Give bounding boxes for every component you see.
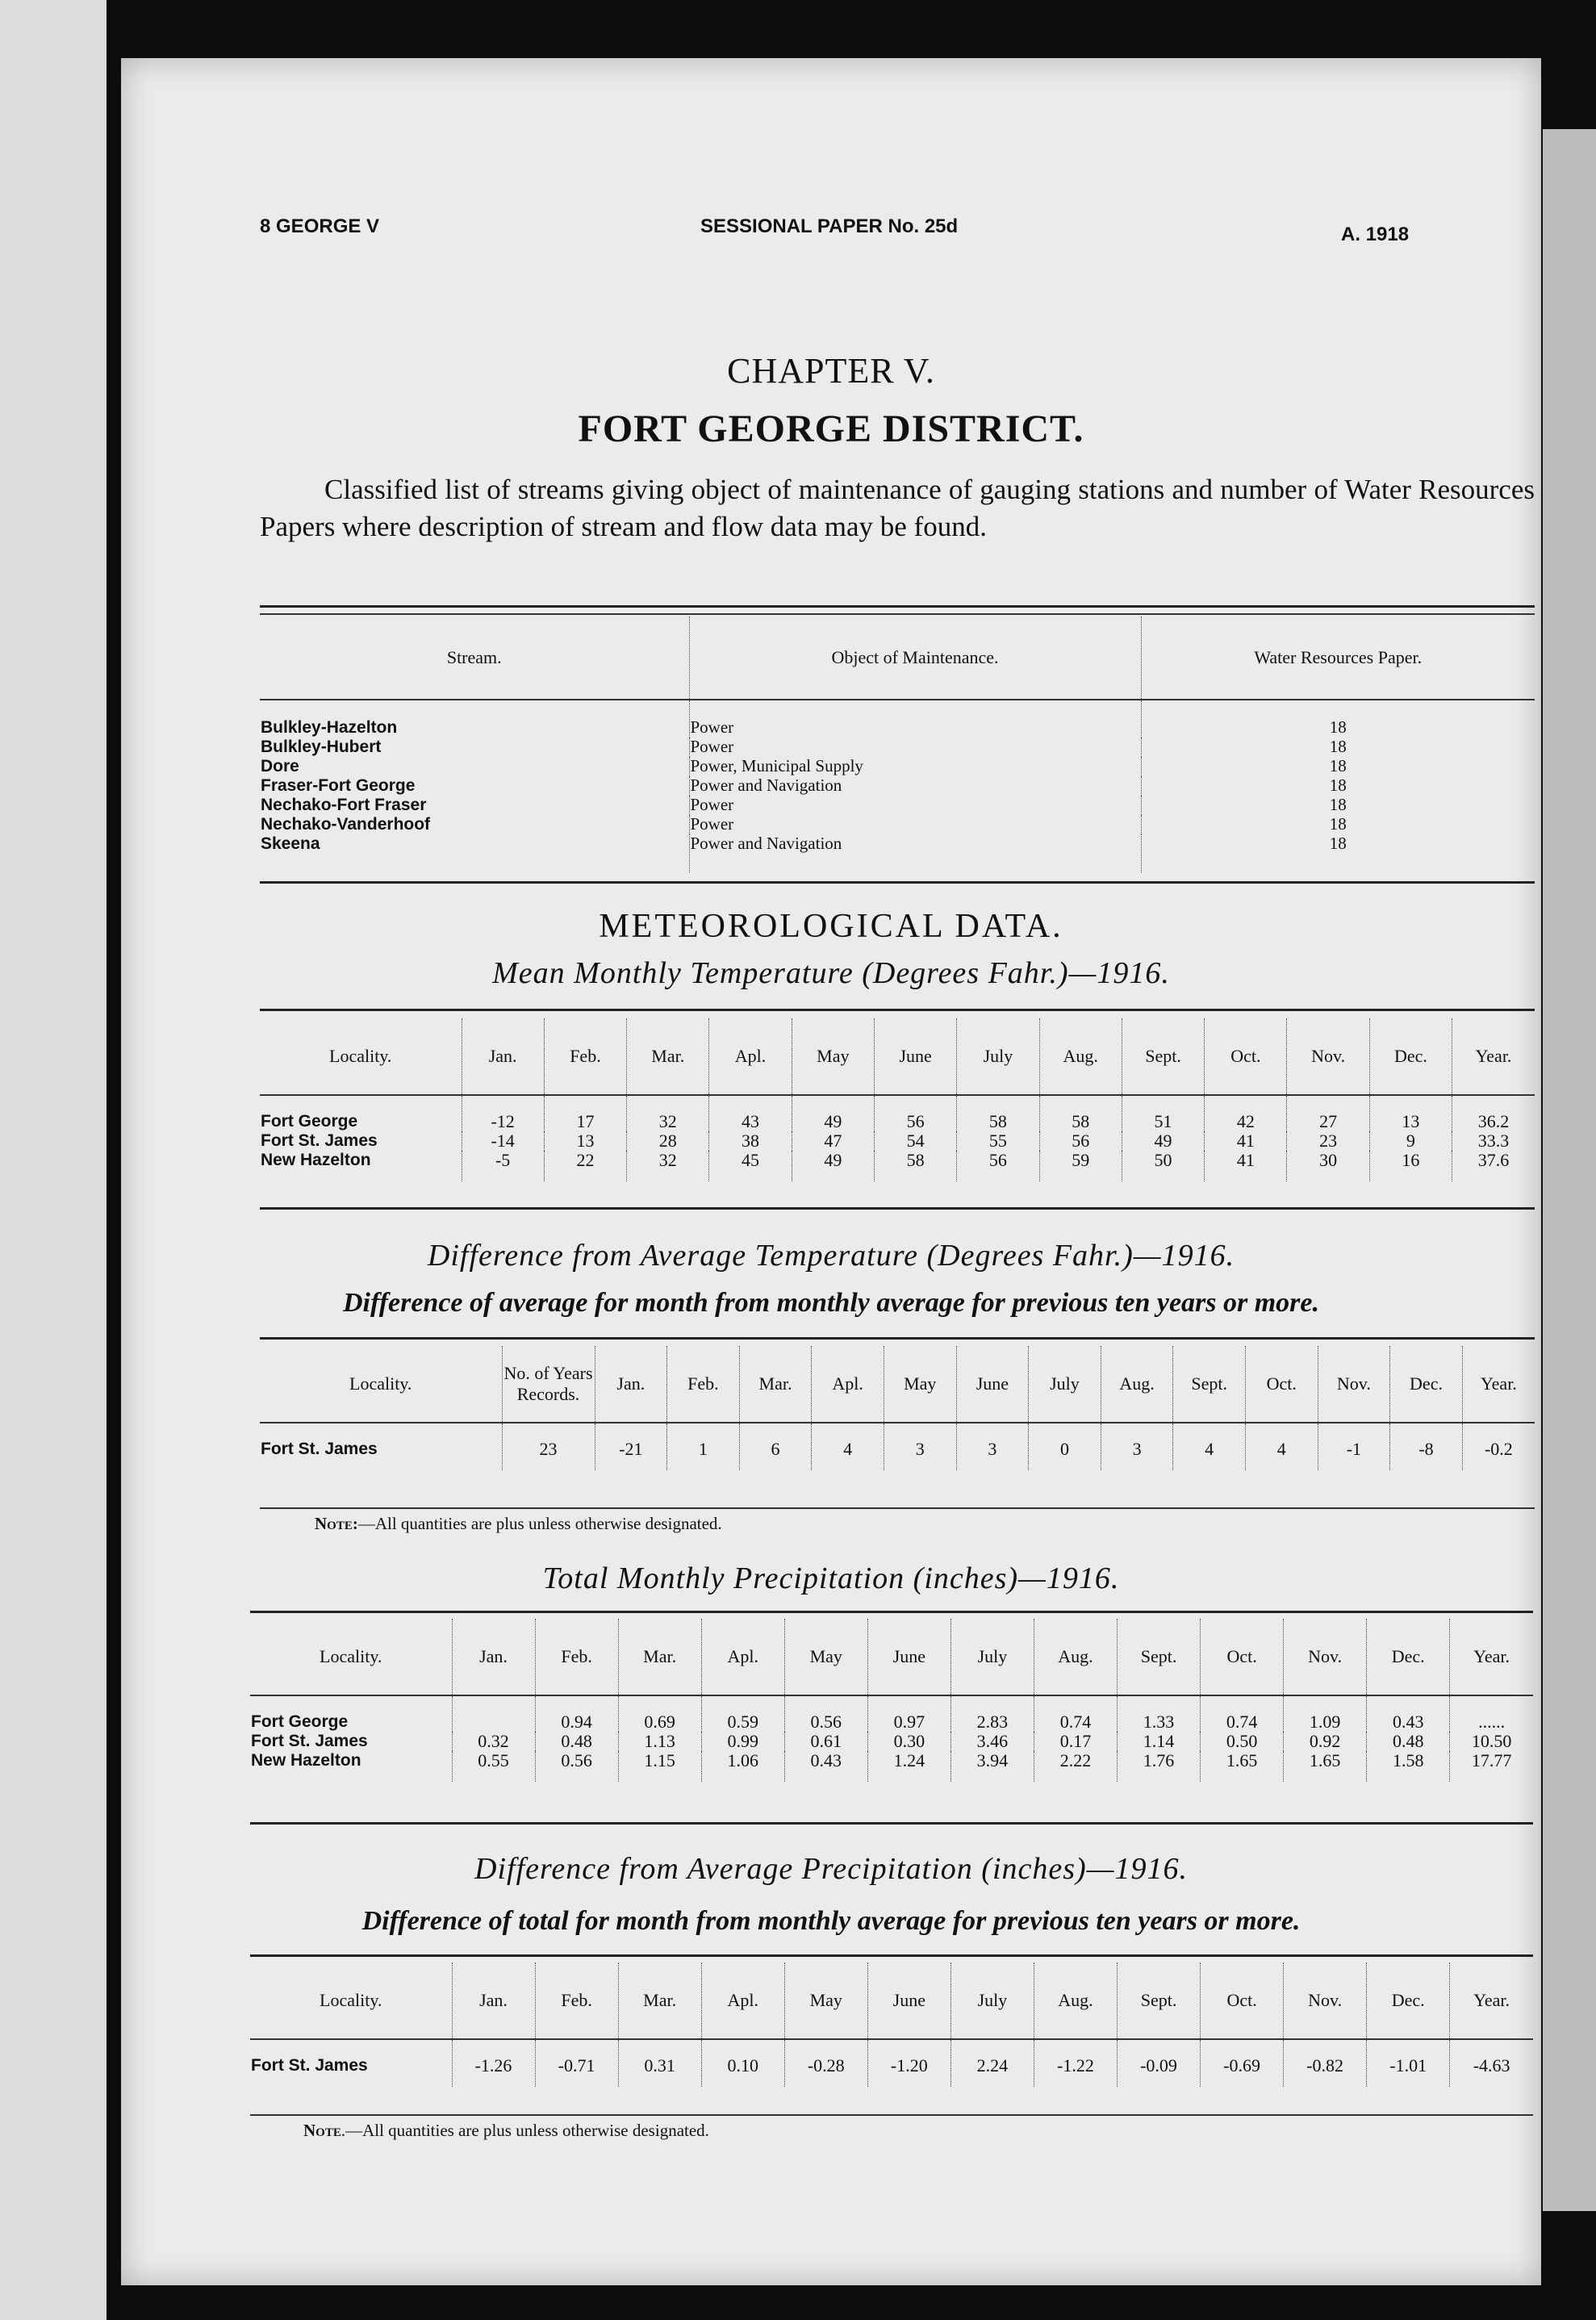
chapter-title: CHAPTER V. [727,351,935,391]
paper-number: 18 [1141,834,1535,872]
value-cell: 55 [957,1131,1039,1151]
rule [260,605,1535,608]
diff-precip-table [250,1963,1533,2087]
value-cell: 28 [627,1131,709,1151]
mean-temp-title: Mean Monthly Temperature (Degrees Fahr.)—1916. [492,956,1170,990]
maintenance-object: Power [689,796,1141,815]
value-cell: 0.69 [618,1695,701,1732]
column-header: Jan. [462,1018,544,1095]
value-cell: -0.82 [1284,2039,1367,2087]
value-cell: -1.01 [1367,2039,1450,2087]
header-row [260,1018,1535,1095]
value-cell: 51 [1122,1095,1204,1131]
column-header: Dec. [1367,1619,1450,1695]
col-header-stream: Stream. [446,647,502,667]
column-header: Locality. [320,1646,382,1666]
value-cell: -8 [1390,1423,1463,1470]
column-header: Locality. [320,1990,382,2010]
value-cell: 32 [627,1095,709,1131]
stream-name: Fraser-Fort George [261,776,416,795]
column-header: Jan. [595,1346,667,1423]
paper-number: 18 [1141,796,1535,815]
rule [250,1611,1533,1613]
value-cell: -5 [462,1151,544,1181]
value-cell: 0.59 [701,1695,784,1732]
column-header: Dec. [1367,1963,1450,2039]
value-cell: 0.56 [535,1751,618,1782]
value-cell: 10.50 [1450,1732,1533,1751]
value-cell: -4.63 [1450,2039,1533,2087]
value-cell: -0.2 [1462,1423,1535,1470]
value-cell: 0.94 [535,1695,618,1732]
column-header: May [784,1619,867,1695]
column-header: Oct. [1245,1346,1318,1423]
value-cell: 17.77 [1450,1751,1533,1782]
value-cell: 0.56 [784,1695,867,1732]
value-cell: 4 [1173,1423,1246,1470]
column-header: Apl. [701,1619,784,1695]
value-cell: 0.30 [867,1732,950,1751]
note-text: .—All quantities are plus unless otherwise designated. [341,2121,709,2140]
column-header: Nov. [1284,1963,1367,2039]
value-cell: 59 [1039,1151,1122,1181]
value-cell: 3.94 [950,1751,1034,1782]
value-cell: 58 [957,1095,1039,1131]
value-cell: 38 [709,1131,792,1151]
value-cell: -0.69 [1201,2039,1284,2087]
value-cell: 13 [544,1131,626,1151]
column-header: Year. [1450,1619,1533,1695]
streams-table [260,617,1535,872]
column-header: Mar. [618,1963,701,2039]
column-header: Nov. [1318,1346,1390,1423]
maintenance-object: Power [689,738,1141,757]
right-page-edge [1543,129,1596,2211]
maintenance-object: Power [689,700,1141,738]
column-header: July [1029,1346,1101,1423]
value-cell: 4 [812,1423,884,1470]
precip-title: Total Monthly Precipitation (inches)—1916. [542,1561,1120,1595]
table-row [260,815,1535,834]
value-cell: -1.20 [867,2039,950,2087]
column-header: May [792,1018,874,1095]
maintenance-object: Power [689,815,1141,834]
maintenance-object: Power and Navigation [689,776,1141,796]
value-cell: 1.09 [1284,1695,1367,1732]
column-header: Sept. [1118,1619,1201,1695]
value-cell: 1.24 [867,1751,950,1782]
value-cell: 42 [1205,1095,1287,1131]
value-cell: 56 [874,1095,956,1131]
value-cell: 1.76 [1118,1751,1201,1782]
precip-table [250,1619,1533,1782]
column-header: Aug. [1039,1018,1122,1095]
value-cell: 45 [709,1151,792,1181]
header-row [250,1963,1533,2039]
maintenance-object: Power, Municipal Supply [689,757,1141,776]
col-header-paper: Water Resources Paper. [1141,617,1535,700]
table-row [260,796,1535,815]
rule [260,1507,1535,1509]
column-header: Oct. [1201,1963,1284,2039]
column-header: Nov. [1284,1619,1367,1695]
value-cell: 22 [544,1151,626,1181]
table-row [260,1151,1535,1181]
column-header: Apl. [812,1346,884,1423]
table-row [260,1095,1535,1131]
value-cell: -1.26 [452,2039,535,2087]
value-cell: 1.13 [618,1732,701,1751]
value-cell: 3 [956,1423,1029,1470]
column-header: Apl. [701,1963,784,2039]
column-header: Year. [1462,1346,1535,1423]
value-cell: 0.43 [784,1751,867,1782]
column-header: July [957,1018,1039,1095]
value-cell: 50 [1122,1151,1204,1181]
column-header: Year. [1452,1018,1535,1095]
stream-name: Skeena [261,834,320,853]
value-cell: 1.33 [1118,1695,1201,1732]
value-cell: 2.83 [950,1695,1034,1732]
value-cell: 0.55 [452,1751,535,1782]
document-page [121,58,1541,2285]
locality-cell: Fort St. James [251,1732,368,1750]
locality-cell: New Hazelton [251,1751,361,1770]
value-cell: 2.22 [1034,1751,1117,1782]
column-header: Locality. [349,1373,412,1394]
value-cell: 0.50 [1201,1732,1284,1751]
table-row [250,1751,1533,1782]
left-page-edge [0,0,107,2320]
column-header: Feb. [535,1963,618,2039]
district-title: FORT GEORGE DISTRICT. [578,408,1084,450]
value-cell: 0 [1029,1423,1101,1470]
note-label: Note: [315,1514,358,1533]
value-cell: 58 [874,1151,956,1181]
note-label: Note [303,2121,341,2140]
value-cell: 49 [1122,1131,1204,1151]
column-header: Dec. [1369,1018,1452,1095]
rule [260,1009,1535,1011]
column-header: Oct. [1201,1619,1284,1695]
column-header: Mar. [739,1346,812,1423]
paper-number: 18 [1141,776,1535,796]
value-cell: 1.06 [701,1751,784,1782]
value-cell: -12 [462,1095,544,1131]
rule [250,1822,1533,1825]
temp-note [315,1514,722,1534]
header-center: SESSIONAL PAPER No. 25d [700,215,959,237]
value-cell: 23 [502,1423,595,1470]
column-header: Sept. [1122,1018,1204,1095]
value-cell: 1.14 [1118,1732,1201,1751]
paper-number: 18 [1141,757,1535,776]
column-header: Year. [1450,1963,1533,2039]
value-cell: 58 [1039,1095,1122,1131]
value-cell: 56 [1039,1131,1122,1151]
value-cell: 47 [792,1131,874,1151]
column-header: Feb. [544,1018,626,1095]
column-header: June [867,1619,950,1695]
stream-name: Dore [261,757,299,775]
col-header-object: Object of Maintenance. [689,617,1141,700]
column-header: May [884,1346,956,1423]
column-header: June [874,1018,956,1095]
table-row [260,757,1535,776]
value-cell: 0.17 [1034,1732,1117,1751]
column-header: Oct. [1205,1018,1287,1095]
table-row [260,1131,1535,1151]
stream-name: Bulkley-Hubert [261,738,382,756]
value-cell: 27 [1287,1095,1369,1131]
stream-name: Nechako-Fort Fraser [261,796,427,814]
locality-cell: Fort St. James [261,1440,378,1458]
value-cell: 43 [709,1095,792,1131]
column-header: Mar. [618,1619,701,1695]
value-cell: 33.3 [1452,1131,1535,1151]
value-cell: 6 [739,1423,812,1470]
locality-cell: Fort St. James [261,1131,378,1150]
column-header: June [956,1346,1029,1423]
value-cell: -1.22 [1034,2039,1117,2087]
diff-temp-table [260,1346,1535,1470]
column-header: May [784,1963,867,2039]
value-cell: 36.2 [1452,1095,1535,1131]
value-cell: 56 [957,1151,1039,1181]
column-header: Sept. [1173,1346,1246,1423]
rule [260,881,1535,884]
value-cell: 4 [1245,1423,1318,1470]
column-header: Mar. [627,1018,709,1095]
header-row [250,1619,1533,1695]
table-row [250,1732,1533,1751]
locality-cell: Fort George [261,1112,358,1131]
column-header: July [950,1963,1034,2039]
value-cell: 0.97 [867,1695,950,1732]
table-row [250,1695,1533,1732]
note-text: —All quantities are plus unless otherwise designated. [357,1514,722,1533]
column-header: No. of Years Records. [502,1346,595,1423]
column-header: Apl. [709,1018,792,1095]
diff-precip-title: Difference from Average Precipitation (inches)—1916. [474,1852,1188,1886]
column-header: July [950,1619,1034,1695]
value-cell: 1.65 [1201,1751,1284,1782]
value-cell: 0.48 [535,1732,618,1751]
value-cell: 1.15 [618,1751,701,1782]
value-cell: -0.09 [1118,2039,1201,2087]
value-cell: 3 [884,1423,956,1470]
stream-name: Nechako-Vanderhoof [261,815,431,834]
column-header: Nov. [1287,1018,1369,1095]
value-cell: 0.99 [701,1732,784,1751]
column-header: Locality. [329,1046,392,1066]
value-cell: 32 [627,1151,709,1181]
value-cell: 1.65 [1284,1751,1367,1782]
meteorological-title: METEOROLOGICAL DATA. [599,908,1063,945]
value-cell: 3 [1101,1423,1173,1470]
rule [250,1954,1533,1957]
value-cell: 54 [874,1131,956,1151]
table-row [260,1423,1535,1470]
table-row [260,700,1535,738]
value-cell: -21 [595,1423,667,1470]
locality-cell: New Hazelton [261,1151,371,1169]
paper-number: 18 [1141,815,1535,834]
diff-temp-subtitle: Difference of average for month from monthly average for previous ten years or more. [342,1288,1320,1318]
value-cell: ...... [1450,1695,1533,1732]
header-right: A. 1918 [1341,224,1410,245]
rule [260,1207,1535,1210]
diff-temp-title: Difference from Average Temperature (Degrees Fahr.)—1916. [427,1239,1235,1273]
value-cell: -0.28 [784,2039,867,2087]
table-row [250,2039,1533,2087]
value-cell: 0.10 [701,2039,784,2087]
value-cell: 0.74 [1034,1695,1117,1732]
column-header: Sept. [1118,1963,1201,2039]
value-cell: 17 [544,1095,626,1131]
value-cell [452,1695,535,1732]
column-header: Feb. [667,1346,740,1423]
value-cell: 9 [1369,1131,1452,1151]
header-left: 8 GEORGE V [260,215,380,237]
value-cell: 41 [1205,1131,1287,1151]
value-cell: 0.48 [1367,1732,1450,1751]
locality-cell: Fort St. James [251,2056,368,2075]
value-cell: 2.24 [950,2039,1034,2087]
diff-precip-subtitle: Difference of total for month from monthly average for previous ten years or more. [361,1906,1301,1936]
intro-paragraph: Classified list of streams giving object of maintenance of gauging stations and number of Water Resources Papers where description of stream and flow data may be found. [260,474,1535,542]
value-cell: 16 [1369,1151,1452,1181]
value-cell: 0.61 [784,1732,867,1751]
value-cell: 1.58 [1367,1751,1450,1782]
column-header: June [867,1963,950,2039]
precip-note [303,2121,709,2141]
value-cell: 0.43 [1367,1695,1450,1732]
value-cell: -14 [462,1131,544,1151]
table-row [260,738,1535,757]
value-cell: -1 [1318,1423,1390,1470]
value-cell: 23 [1287,1131,1369,1151]
value-cell: 1 [667,1423,740,1470]
value-cell: 0.92 [1284,1732,1367,1751]
table-row [260,834,1535,872]
value-cell: 30 [1287,1151,1369,1181]
header-row [260,1346,1535,1423]
mean-temp-table [260,1018,1535,1181]
column-header: Aug. [1034,1963,1117,2039]
value-cell: -0.71 [535,2039,618,2087]
column-header: Jan. [452,1963,535,2039]
rule [260,1337,1535,1340]
value-cell: 0.32 [452,1732,535,1751]
column-header: Feb. [535,1619,618,1695]
stream-name: Bulkley-Hazelton [261,718,398,737]
maintenance-object: Power and Navigation [689,834,1141,872]
value-cell: 3.46 [950,1732,1034,1751]
paper-number: 18 [1141,700,1535,738]
rule [260,613,1535,615]
table-row [260,776,1535,796]
value-cell: 13 [1369,1095,1452,1131]
column-header: Aug. [1034,1619,1117,1695]
column-header: Jan. [452,1619,535,1695]
rule [250,2114,1533,2116]
value-cell: 49 [792,1151,874,1181]
column-header: Dec. [1390,1346,1463,1423]
column-header: Aug. [1101,1346,1173,1423]
value-cell: 0.74 [1201,1695,1284,1732]
value-cell: 37.6 [1452,1151,1535,1181]
locality-cell: Fort George [251,1712,349,1731]
value-cell: 0.31 [618,2039,701,2087]
value-cell: 49 [792,1095,874,1131]
value-cell: 41 [1205,1151,1287,1181]
paper-number: 18 [1141,738,1535,757]
